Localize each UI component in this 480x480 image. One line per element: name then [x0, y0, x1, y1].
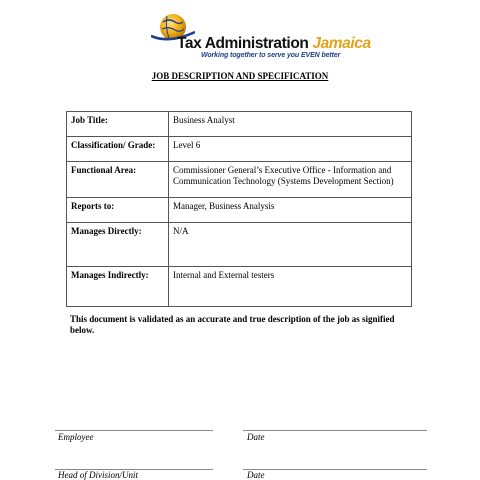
job-title-value: Business Analyst [169, 112, 412, 137]
head-date-label: Date [247, 470, 265, 480]
validation-statement: This document is validated as an accurate and true description of the job as signified below. [70, 314, 395, 335]
manages-indirectly-label: Manages Indirectly: [67, 267, 169, 307]
logo [147, 10, 371, 68]
logo-tagline: Working together to serve you EVEN better [201, 52, 341, 59]
job-title-label: Job Title: [67, 112, 169, 137]
employee-signature-line[interactable] [55, 430, 213, 431]
functional-area-value: Commissioner General’s Executive Office - Information and Communication Technology (Systems Development Section) [169, 162, 412, 198]
head-of-division-label: Head of Division/Unit [58, 470, 138, 480]
employee-label: Employee [58, 432, 94, 442]
table-row [67, 223, 412, 267]
reports-to-label: Reports to: [67, 198, 169, 223]
document-title: JOB DESCRIPTION AND SPECIFICATION [151, 71, 329, 81]
logo-title-primary: Tax Administration [177, 35, 313, 52]
employee-date-label: Date [247, 432, 265, 442]
functional-area-label: Functional Area: [67, 162, 169, 198]
employee-date-line[interactable] [243, 430, 427, 431]
logo-title-accent: Jamaica [312, 35, 371, 52]
reports-to-value: Manager, Business Analysis [169, 198, 412, 223]
classification-label: Classification/ Grade: [67, 137, 169, 162]
table-row [67, 162, 412, 198]
manages-directly-value: N/A [169, 223, 412, 267]
table-row [67, 198, 412, 223]
head-date-line[interactable] [243, 469, 427, 470]
logo-title [177, 35, 371, 53]
classification-value: Level 6 [169, 137, 412, 162]
job-details-table [66, 111, 412, 307]
table-row [67, 267, 412, 307]
table-row [67, 112, 412, 137]
table-row [67, 137, 412, 162]
manages-directly-label: Manages Directly: [67, 223, 169, 267]
manages-indirectly-value: Internal and External testers [169, 267, 412, 307]
